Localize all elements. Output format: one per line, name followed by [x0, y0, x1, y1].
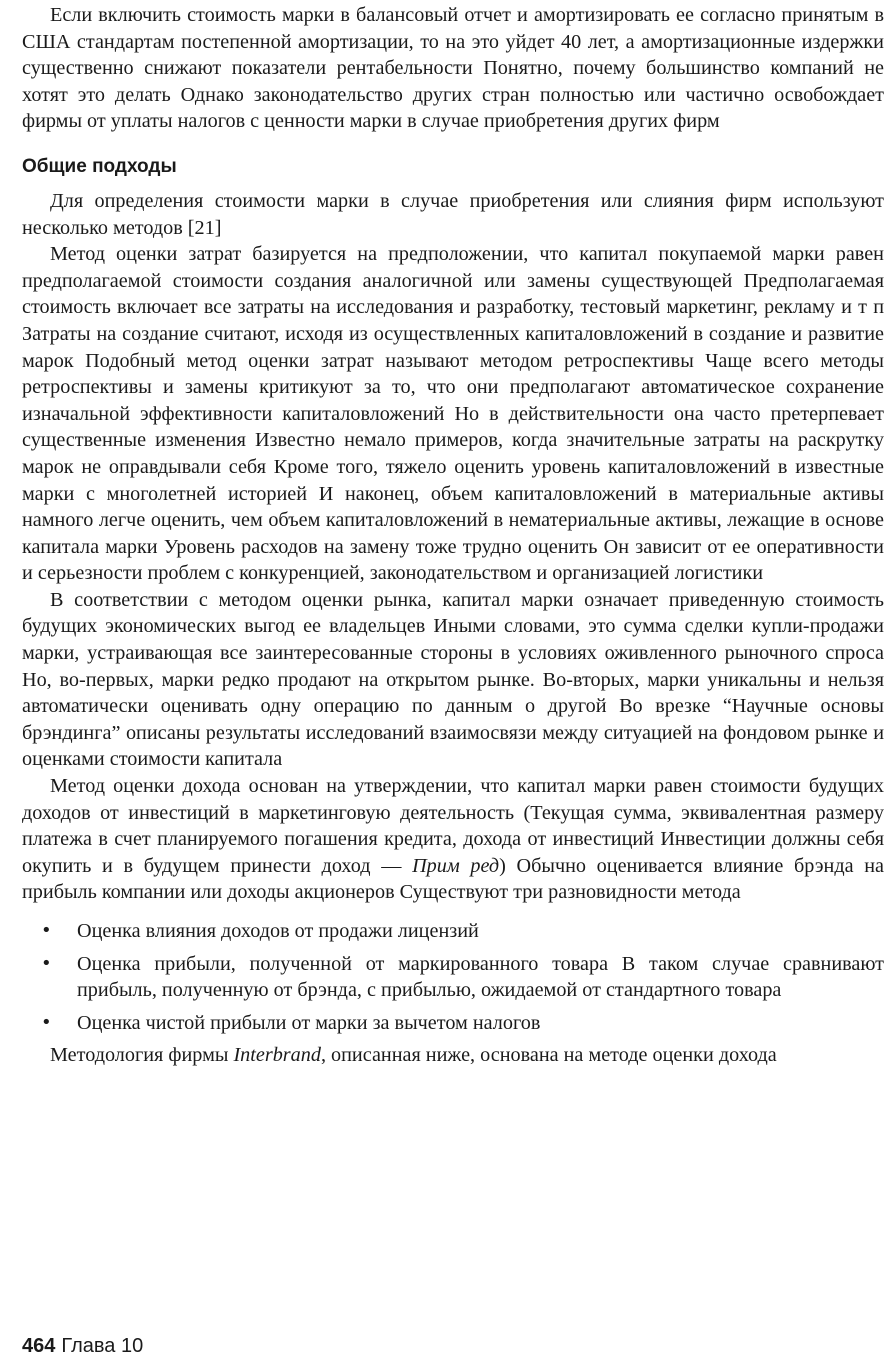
bullet-icon: •: [41, 920, 52, 941]
company-name: Interbrand: [233, 1044, 321, 1067]
paragraph-methods-intro: Для определения стоимости марки в случае приобретения или слияния фирм используют несколько методов [21]: [22, 189, 884, 239]
closing-text-part1: Методология фирмы: [50, 1044, 234, 1067]
closing-paragraph: [22, 1042, 884, 1069]
paragraph-cost-method: Метод оценки затрат базируется на предположении, что капитал покупаемой марки равен предполагаемой стоимости создания аналогичной или замены существующей Предполагаемая стоимость включает все затраты на исследования и разработку, тестовый маркетинг, рекламу и т п Затраты на создание считают, исходя из осуществленных капиталовложений в создание и развитие марок Подобный метод оценки затрат называют методом ретроспективы Чаще всего методы ретроспективы и замены критикуют за то, что они предполагают автоматическое сохранение изначальной эффективности капиталовложений Но в действительности она часто претерпевает существенные изменения Известно немало примеров, когда значительные затраты на раскрутку марок не оправдывали себя Кроме того, тяжело оценить уровень капиталовложений в известные марки с многолетней историей И наконец, объем капиталовложений в материальные активы намного легче оценить, чем объем капиталовложений в нематериальные активы, лежащие в основе капитала марки Уровень расходов на замену тоже трудно оценить Он зависит от ее оперативности и серьезности проблем с конкуренцией, законодательством и организацией логистики: [22, 243, 884, 585]
income-text-part2: ) Обычно оценивается влияние брэнда на прибыль компании или доходы акционеров Существуют три разновидности метода: [22, 854, 884, 904]
income-text-part1: Метод оценки дохода основан на утверждении, что капитал марки равен стоимости будущих доходов от инвестиций в маркетинговую деятельность (Текущая сумма, эквивалентная размеру платежа в счет планируемого погашения кредита, дохода от инвестиций Инвестиции должны себя окупить и в будущем принести доход —: [22, 775, 884, 877]
section-heading: Общие подходы: [22, 155, 177, 177]
closing-text-part2: , описанная ниже, основана на методе оценки дохода: [320, 1044, 777, 1067]
page-number: 464: [22, 1335, 56, 1357]
bullet-icon: •: [41, 952, 52, 974]
chapter-label: Глава 10: [61, 1335, 144, 1357]
bullet-icon: •: [41, 1011, 52, 1033]
list-item: [41, 1010, 884, 1037]
paragraph-market-method: В соответствии с методом оценки рынка, капитал марки означает приведенную стоимость будущих экономических выгод ее владельцев Иными словами, это сумма сделки купли-продажи марки, устраивающая все заинтересованные стороны в условиях оживленного рыночного спроса Но, во-первых, марки редко продают на открытом рынке. Во-вторых, марки уникальны и нельзя автоматически оценивать одну операцию по данным о другой Во врезке “Научные основы брэндинга” описаны результаты исследований взаимосвязи между ситуацией на фондовом рынке и оценками стоимости капитала: [22, 588, 884, 771]
income-method-list: [22, 918, 884, 1036]
list-item: [41, 951, 884, 1004]
paragraph-income-method: [22, 773, 884, 906]
list-item-text: Оценка прибыли, полученной от маркированного товара В таком случае сравнивают прибыль, полученную от брэнда, с прибылью, ожидаемой от стандартного товара: [77, 952, 884, 1002]
editor-note: Прим ред: [412, 854, 500, 877]
list-item-text: Оценка чистой прибыли от марки за вычетом налогов: [77, 1011, 541, 1034]
list-item-text: Оценка влияния доходов от продажи лицензий: [77, 920, 479, 942]
intro-paragraph: Если включить стоимость марки в балансовый отчет и амортизировать ее согласно принятым в США стандартам постепенной амортизации, то на это уйдет 40 лет, а амортизационные издержки существенно снижают показатели рентабельности Понятно, почему большинство компаний не хотят это делать Однако законодательство других стран полностью или частично освобождает фирмы от уплаты налогов с ценности марки в случае приобретения других фирм: [22, 4, 884, 133]
list-item: [41, 918, 884, 945]
page-body: [22, 2, 884, 1069]
page-footer: [22, 1334, 143, 1358]
